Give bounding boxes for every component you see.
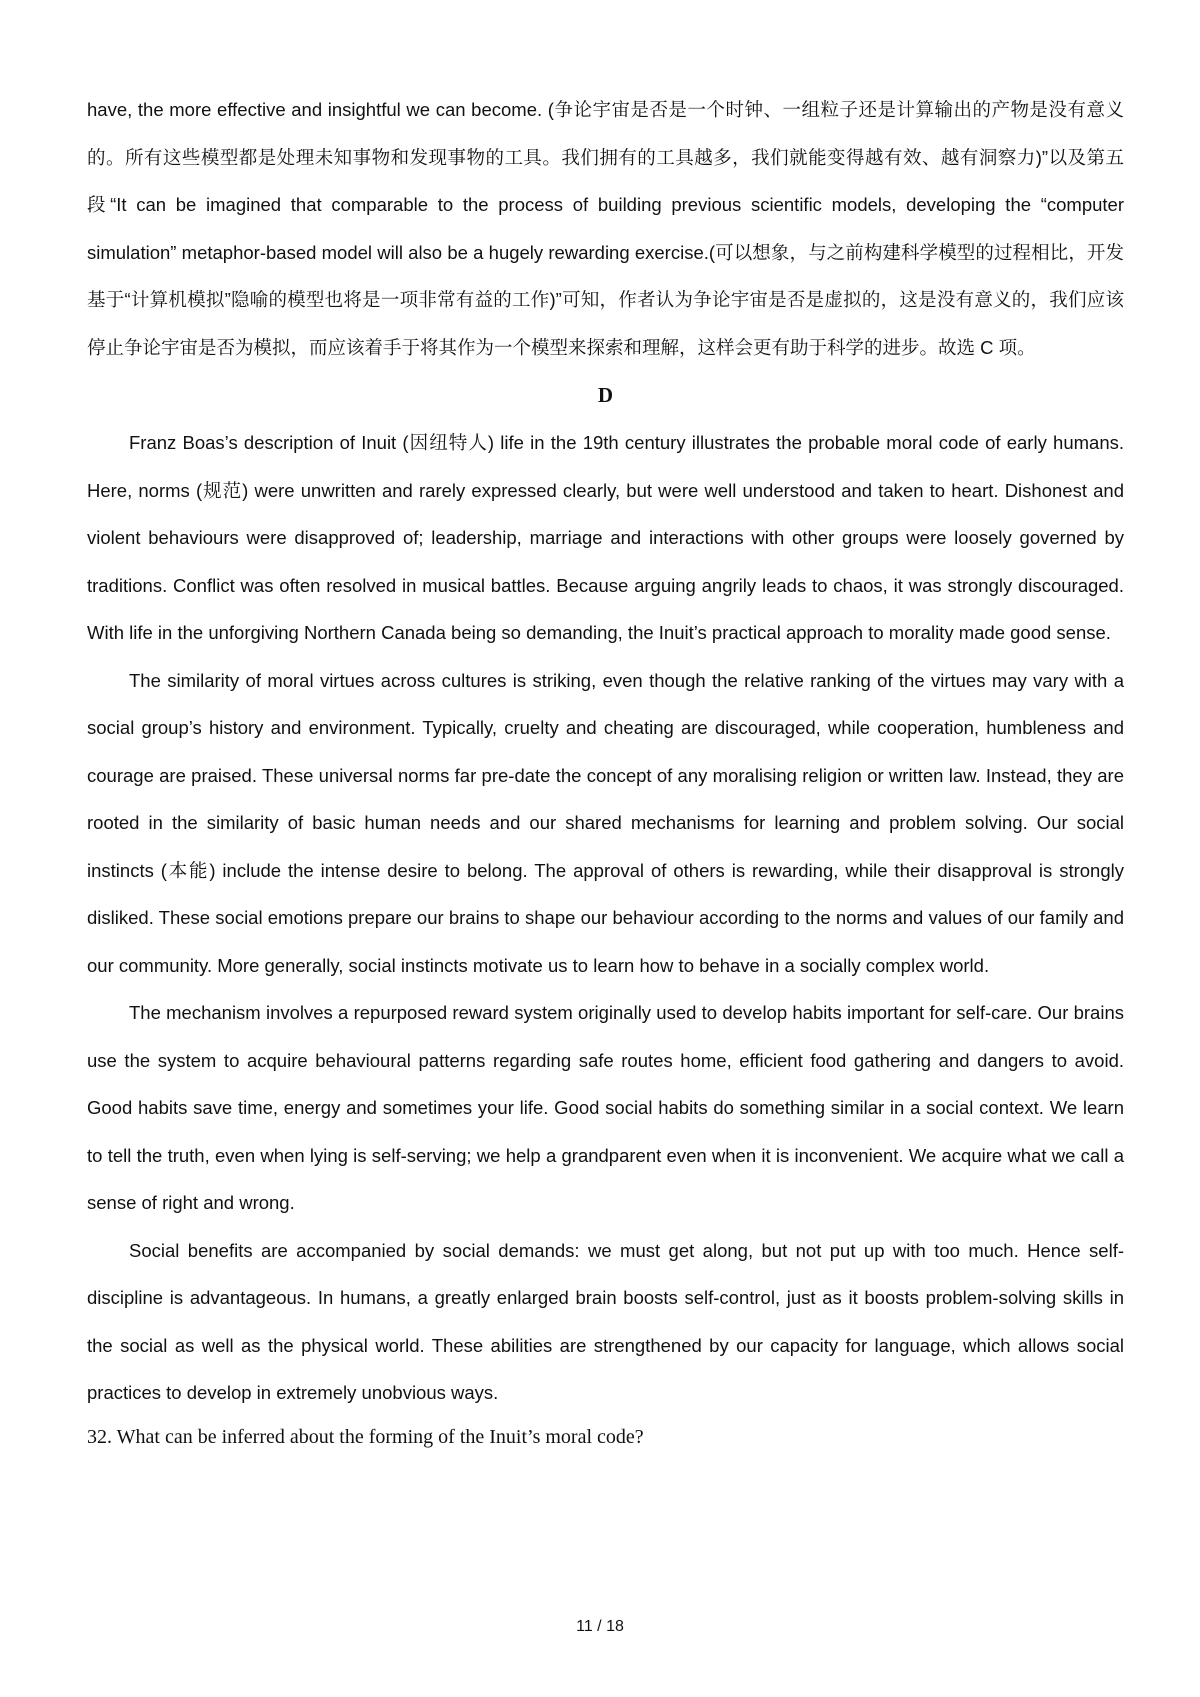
question-32: 32. What can be inferred about the forming of the Inuit’s moral code? [87,1425,644,1448]
passage-paragraph-3: The mechanism involves a repurposed reward system originally used to develop habits important for self-care. Our brains use the system to acquire behavioural patterns regarding safe routes home, efficient food gathering and dangers to avoid. Good habits save time, energy and sometimes your life. Good social habits do something similar in a social context. We learn to tell the truth, even when lying is self-serving; we help a grandparent even when it is inconvenient. We acquire what we call a sense of right and wrong. [87,1002,1124,1213]
document-body [87,86,1124,1457]
passage-paragraph-4: Social benefits are accompanied by social demands: we must get along, but not put up with too much. Hence self-discipline is advantageous. In humans, a greatly enlarged brain boosts self-control, just as it boosts problem-solving skills in the social as well as the physical world. These abilities are strengthened by our capacity for language, which allows social practices to develop in extremely unobvious ways. [87,1239,1124,1403]
passage-paragraph-2: The similarity of moral virtues across cultures is striking, even though the relative ranking of the virtues may vary with a social group’s history and environment. Typically, cruelty and cheating are discouraged, while cooperation, humbleness and courage are praised. These universal norms far pre-date the concept of any moralising religion or written law. Instead, they are rooted in the similarity of basic human needs and our shared mechanisms for learning and problem solving. Our social instincts (本能) include the intense desire to belong. The approval of others is rewarding, while their disapproval is strongly disliked. These social emotions prepare our brains to shape our behaviour according to the norms and values of our family and our community. More generally, social instincts motivate us to learn how to behave in a socially complex world. [87,669,1124,976]
intro-paragraph: have, the more effective and insightful we can become. (争论宇宙是否是一个时钟、一组粒子还是计算输出的产物是没有意义的。所有这些模型都是处理未知事物和发现事物的工具。我们拥有的工具越多，我们就能变得越有效、越有洞察力)”以及第五段“It can be imagined that comparable to the process of building previous scientific models, developing the “computer simulation” metaphor-based model will also be a hugely rewarding exercise.(可以想象，与之前构建科学模型的过程相比，开发基于“计算机模拟”隐喻的模型也将是一项非常有益的工作)”可知，作者认为争论宇宙是否是虚拟的，这是没有意义的，我们应该停止争论宇宙是否为模拟，而应该着手于将其作为一个模型来探索和理解，这样会更有助于科学的进步。故选 C 项。 [87,99,1124,358]
section-heading: D [597,383,614,407]
page-number: 11 / 18 [576,1618,624,1635]
passage-paragraph-1: Franz Boas’s description of Inuit (因纽特人) life in the 19th century illustrates the probable moral code of early humans. Here, norms (规范) were unwritten and rarely expressed clearly, but were well understood and taken to heart. Dishonest and violent behaviours were disapproved of; leadership, marriage and interactions with other groups were loosely governed by traditions. Conflict was often resolved in musical battles. Because arguing angrily leads to chaos, it was strongly discouraged. With life in the unforgiving Northern Canada being so demanding, the Inuit’s practical approach to morality made good sense. [87,432,1124,643]
